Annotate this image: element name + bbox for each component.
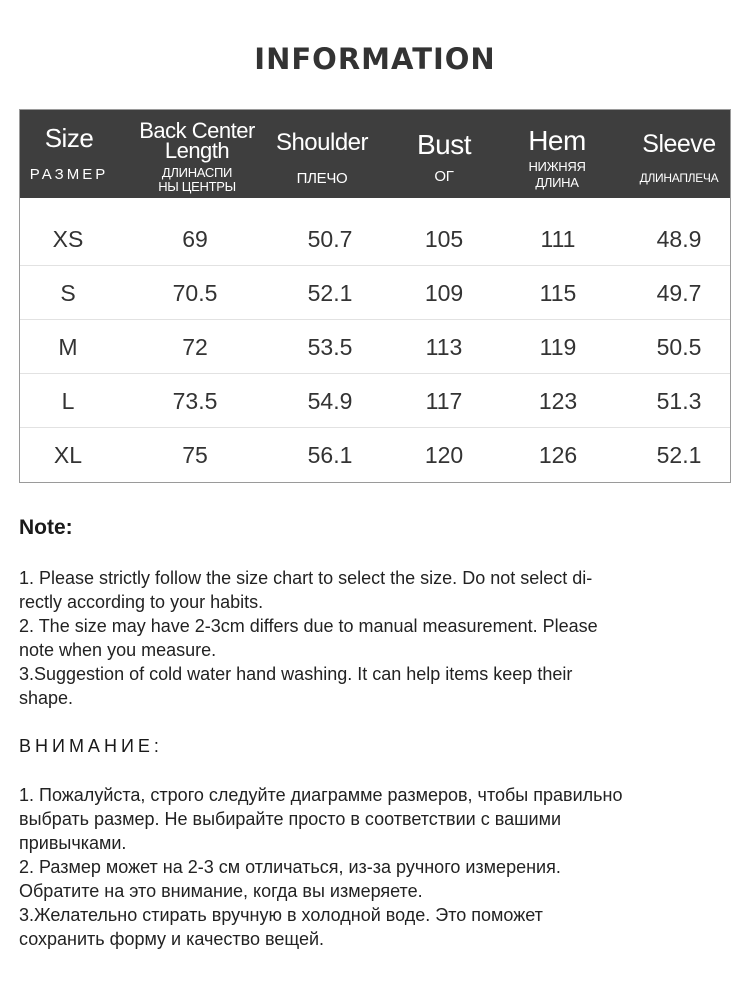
note-line: rectly according to your habits. xyxy=(19,592,264,612)
note-ru-title: ВНИМАНИЕ: xyxy=(19,736,163,756)
cell-shoulder: 54.9 xyxy=(307,388,353,414)
page-title: INFORMATION xyxy=(254,42,496,76)
table-body xyxy=(20,212,730,482)
header-ru: ДЛИНАПЛЕЧА xyxy=(639,171,719,185)
note-ru-line: 1. Пожалуйста, строго следуйте диаграмме размеров, чтобы правильно xyxy=(19,785,623,805)
cell-sleeve: 49.7 xyxy=(656,280,702,306)
table-row xyxy=(20,428,730,482)
note-ru-text xyxy=(19,783,729,951)
cell-size: L xyxy=(61,388,75,414)
header-sleeve xyxy=(616,110,742,198)
cell-bust: 117 xyxy=(425,388,463,414)
cell-back-center-length: 70.5 xyxy=(172,280,218,306)
cell-size: M xyxy=(58,334,78,360)
note-line: 3.Suggestion of cold water hand washing. It can help items keep their xyxy=(19,664,573,684)
cell-back-center-length: 75 xyxy=(182,442,208,468)
note-ru-line: сохранить форму и качество вещей. xyxy=(19,929,325,949)
note-title: Note: xyxy=(19,516,73,539)
cell-back-center-length: 69 xyxy=(182,226,208,252)
table-row xyxy=(20,320,730,374)
note-line: 1. Please strictly follow the size chart to select the size. Do not select di- xyxy=(19,568,593,588)
note-ru-line: Обратите на это внимание, когда вы измеряете. xyxy=(19,881,423,901)
cell-hem: 126 xyxy=(538,442,578,468)
note-ru-line: 2. Размер может на 2-3 см отличаться, из-за ручного измерения. xyxy=(19,857,561,877)
header-back-center-length xyxy=(118,110,276,198)
cell-hem: 115 xyxy=(539,280,577,306)
note-text xyxy=(19,566,719,710)
cell-bust: 109 xyxy=(424,280,464,306)
size-chart-table xyxy=(19,109,731,483)
cell-sleeve: 52.1 xyxy=(656,442,702,468)
table-row xyxy=(20,374,730,428)
cell-size: S xyxy=(60,280,76,306)
header-ru: ОГ xyxy=(434,168,454,185)
header-ru: ДЛИНА xyxy=(535,175,579,190)
header-bust xyxy=(382,110,506,198)
note-ru-line: 3.Желательно стирать вручную в холодной воде. Это поможет xyxy=(19,905,543,925)
cell-shoulder: 50.7 xyxy=(307,226,353,252)
cell-shoulder: 53.5 xyxy=(307,334,353,360)
table-header xyxy=(20,110,730,198)
cell-bust: 120 xyxy=(424,442,464,468)
cell-hem: 123 xyxy=(538,388,578,414)
table-row xyxy=(20,266,730,320)
header-ru: НЫ ЦЕНТРЫ xyxy=(158,179,236,194)
cell-hem: 111 xyxy=(540,226,576,252)
table-row xyxy=(20,212,730,266)
note-line: note when you measure. xyxy=(19,640,217,660)
header-hem xyxy=(494,110,620,198)
cell-sleeve: 51.3 xyxy=(656,388,702,414)
header-en: Bust xyxy=(416,129,472,160)
cell-sleeve: 48.9 xyxy=(656,226,702,252)
cell-shoulder: 56.1 xyxy=(307,442,353,468)
note-ru-line: привычками. xyxy=(19,833,127,853)
header-en: Size xyxy=(44,123,94,153)
header-en: Back Center xyxy=(139,118,255,143)
cell-shoulder: 52.1 xyxy=(307,280,353,306)
cell-bust: 113 xyxy=(425,334,463,360)
header-en: Shoulder xyxy=(275,129,369,156)
note-ru-line: выбрать размер. Не выбирайте просто в соответствии с вашими xyxy=(19,809,562,829)
header-en: Length xyxy=(164,138,230,163)
header-ru: РАЗМЕР xyxy=(29,166,109,183)
cell-size: XL xyxy=(53,442,83,468)
cell-bust: 105 xyxy=(424,226,464,252)
header-shoulder xyxy=(262,110,382,198)
cell-back-center-length: 73.5 xyxy=(172,388,218,414)
header-ru: ДЛИНАСПИ xyxy=(161,165,233,180)
header-size xyxy=(20,110,118,198)
cell-hem: 119 xyxy=(539,334,577,360)
cell-sleeve: 50.5 xyxy=(656,334,702,360)
cell-back-center-length: 72 xyxy=(182,334,208,360)
note-line: shape. xyxy=(19,688,74,708)
note-line: 2. The size may have 2-3cm differs due to manual measurement. Please xyxy=(19,616,598,636)
header-en: Sleeve xyxy=(642,130,716,158)
header-ru: ПЛЕЧО xyxy=(296,170,348,187)
cell-size: XS xyxy=(52,226,84,252)
header-ru: НИЖНЯЯ xyxy=(528,159,586,174)
header-en: Hem xyxy=(528,125,586,156)
